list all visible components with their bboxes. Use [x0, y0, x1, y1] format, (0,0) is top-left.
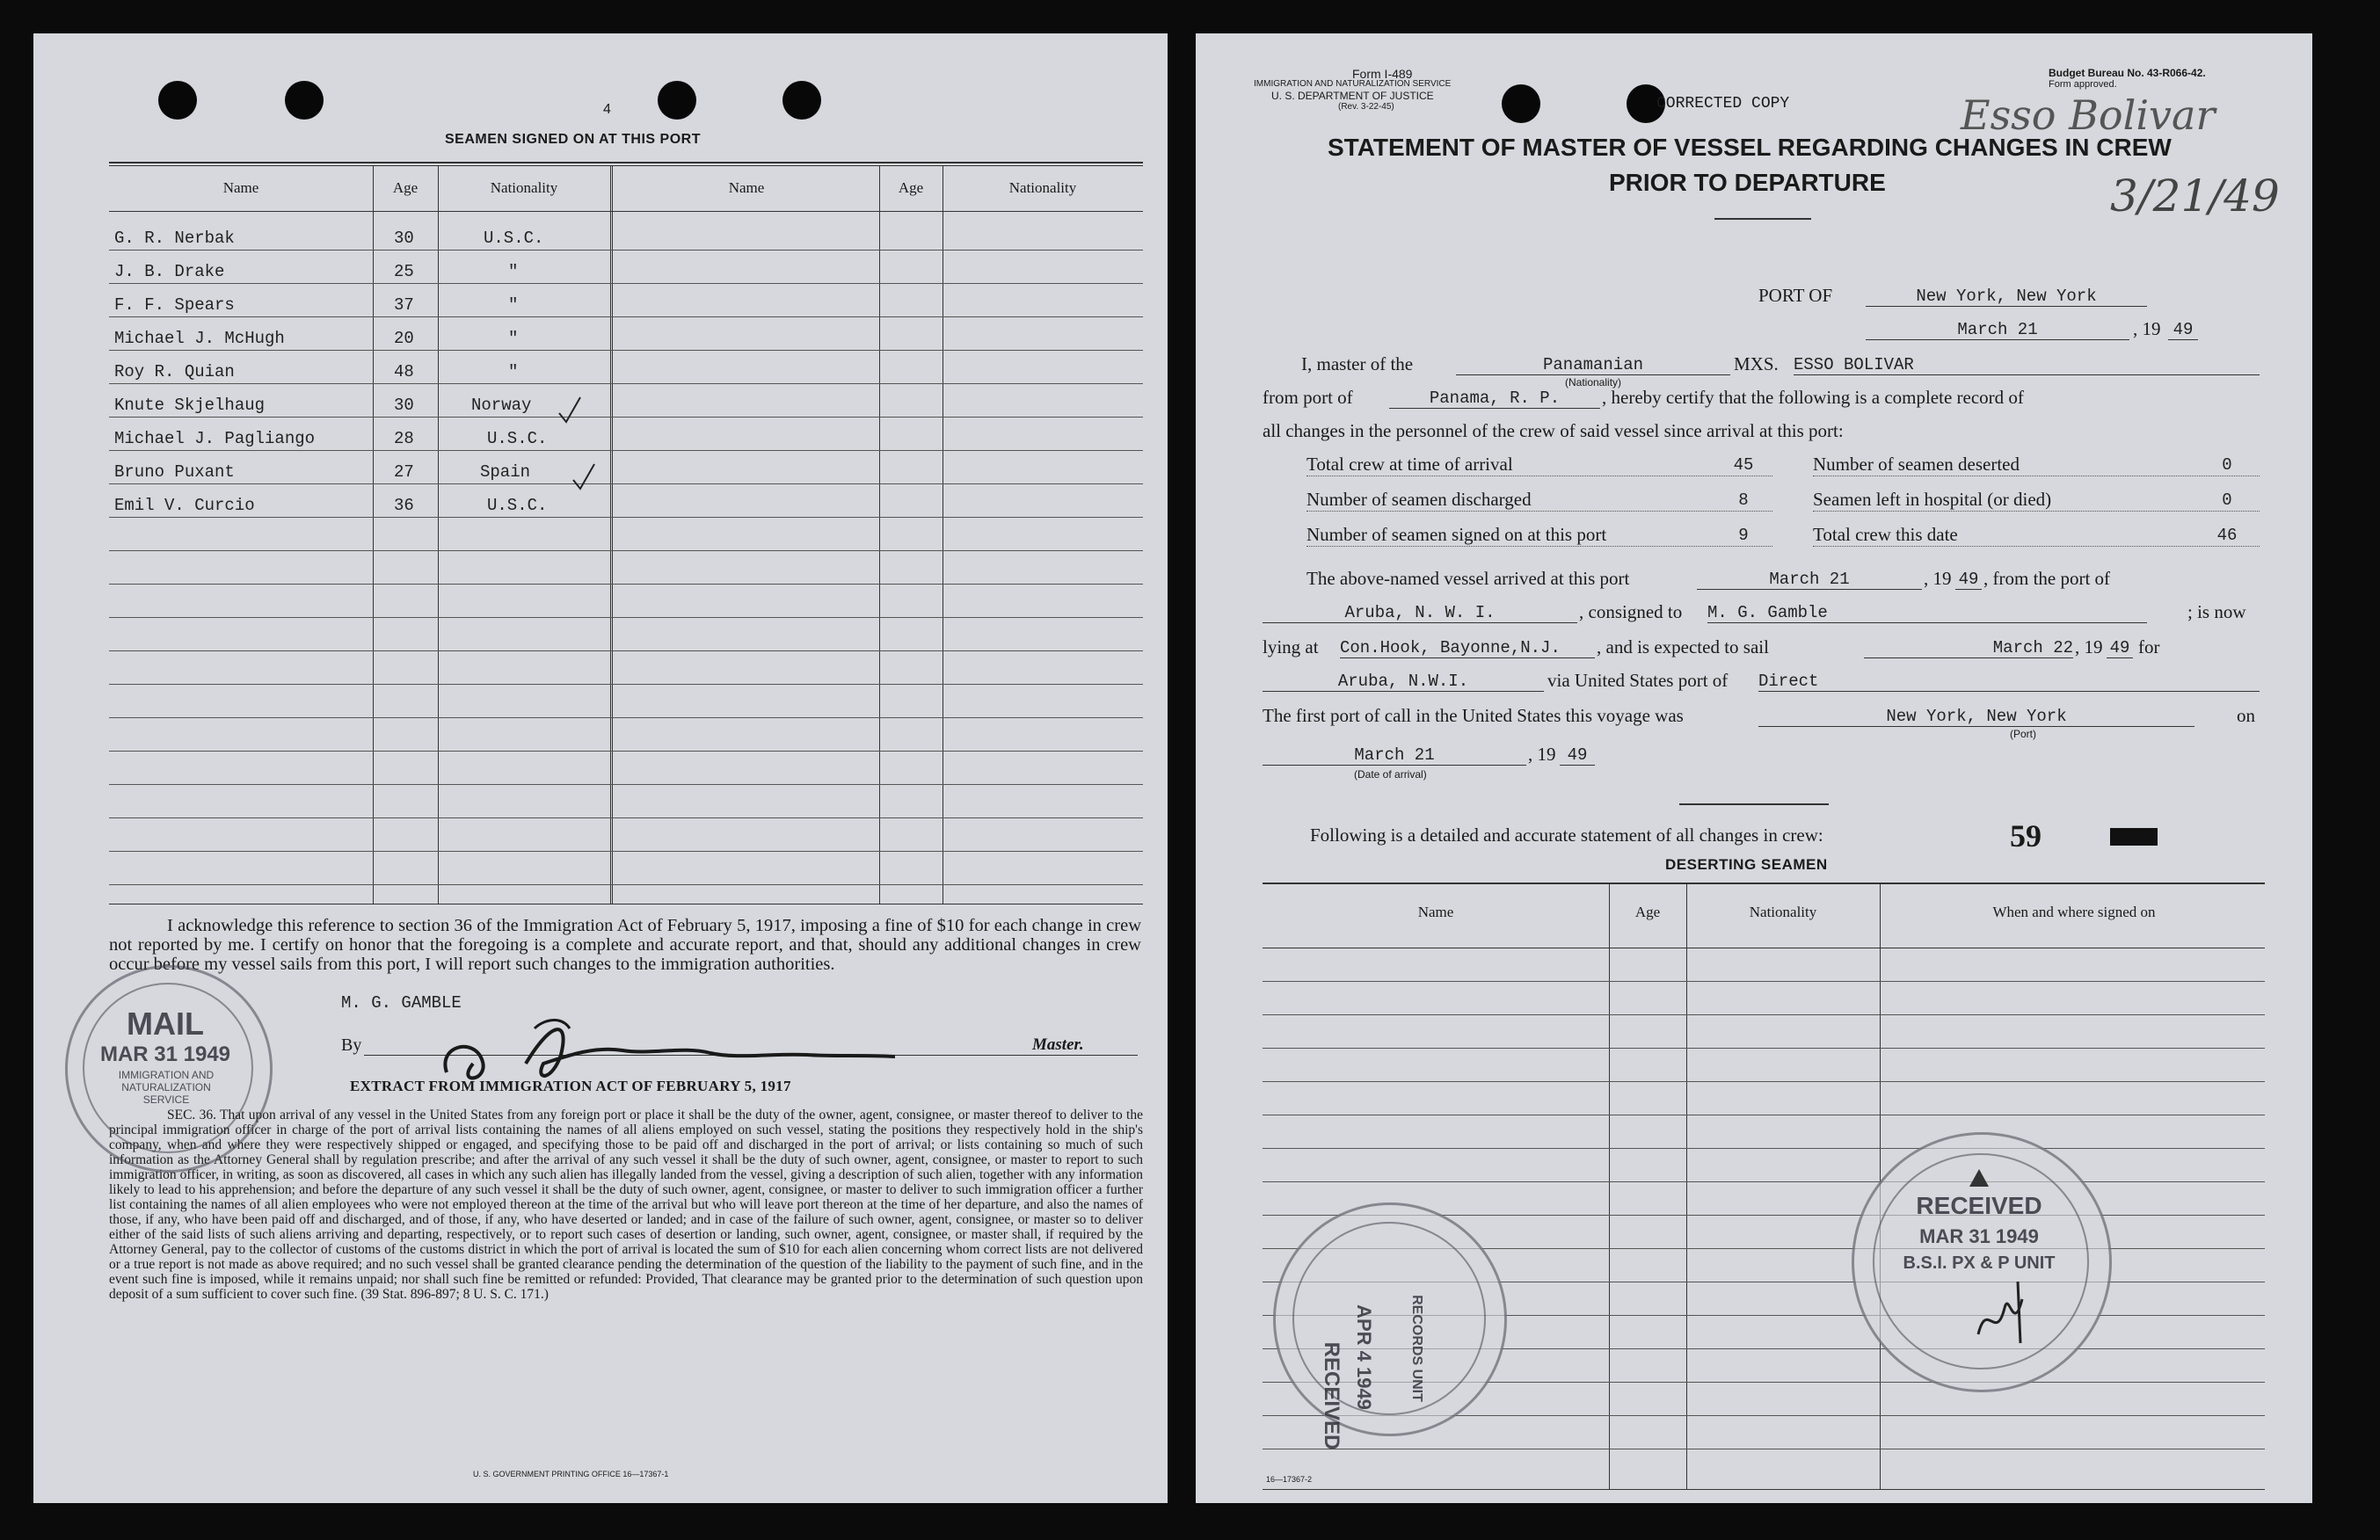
- mail-stamp-line3: IMMIGRATION AND NATURALIZATION SERVICE: [118, 1069, 215, 1106]
- seaman-name: Knute Skjelhaug: [114, 396, 266, 415]
- punch-hole: [1502, 84, 1540, 123]
- seaman-age: 37: [394, 295, 414, 315]
- from-the-port-label: , from the port of: [1983, 568, 2111, 589]
- from-port-2: Aruba, N. W. I.: [1263, 603, 1577, 623]
- seaman-name: J. B. Drake: [114, 262, 225, 281]
- check-mark-icon: [571, 462, 598, 492]
- port-value: New York, New York: [1866, 287, 2147, 307]
- first-port-label: The first port of call in the United States this voyage was: [1263, 705, 1684, 726]
- first-port-value: New York, New York: [1758, 707, 2194, 727]
- agent-name: M. G. GAMBLE: [341, 993, 462, 1013]
- stat-left-value: 9: [1738, 526, 1749, 545]
- seaman-age: 30: [394, 229, 414, 248]
- acknowledgement-text: I acknowledge this reference to section 36 of the Immigration Act of February 5, 1917, imposing a fine of $10 for each change in crew not reported by me. I certify on honor that the foregoing is a complete and accurate report, and that, should any additional changes in crew occur before my vessel sails from this port, I will report such changes to the immigration authorities.: [109, 916, 1141, 974]
- extract-title: EXTRACT FROM IMMIGRATION ACT OF FEBRUARY 5, 1917: [350, 1078, 791, 1094]
- col-name-header: Name: [222, 179, 259, 196]
- seaman-nationality: ": [508, 295, 519, 315]
- via-label: via United States port of: [1547, 670, 1729, 691]
- form-title-line1: STATEMENT OF MASTER OF VESSEL REGARDING CHANGES IN CREW: [1328, 134, 2172, 161]
- seaman-name: Emil V. Curcio: [114, 496, 255, 515]
- table-top-rule: [109, 162, 1143, 163]
- received-stamp-unit-line3: B.S.I. PX & P UNIT: [1903, 1253, 2056, 1273]
- stat-left-value: 45: [1733, 455, 1754, 475]
- nationality-caption: (Nationality): [1565, 376, 1622, 389]
- stat-right-value: 0: [2222, 490, 2232, 510]
- received-stamp-records-line1: RECEIVED: [1320, 1341, 1343, 1450]
- certify-text-2: all changes in the personnel of the crew of said vessel since arrival at this port:: [1263, 420, 1844, 441]
- row-rule: [109, 283, 1143, 284]
- section-title: SEAMEN SIGNED ON AT THIS PORT: [445, 132, 701, 147]
- stat-right-label: Number of seamen deserted: [1813, 454, 2260, 476]
- master-label: Master.: [1032, 1035, 1084, 1054]
- date-value: March 21: [1866, 320, 2129, 340]
- table-header-rule: [109, 211, 1143, 212]
- form-revision: (Rev. 3-22-45): [1338, 102, 1394, 112]
- vessel-nationality: Panamanian: [1456, 355, 1730, 375]
- first-year-prefix: , 19: [1528, 744, 1556, 765]
- deserting-row-rule: [1263, 1014, 2265, 1015]
- sail-year-prefix: , 19: [2075, 636, 2103, 657]
- left-page: [33, 33, 1168, 1503]
- deserting-row-rule: [1263, 981, 2265, 982]
- deserting-top-rule: [1263, 883, 2265, 884]
- row-rule: [109, 250, 1143, 251]
- expected-label: , and is expected to sail: [1597, 636, 1769, 657]
- seaman-name: Bruno Puxant: [114, 462, 235, 482]
- seaman-name: G. R. Nerbak: [114, 229, 235, 248]
- deserting-row-rule: [1263, 1048, 2265, 1049]
- row-rule: [109, 617, 1143, 618]
- vessel-prefix: MXS.: [1734, 353, 1779, 374]
- deserting-col-divider: [1686, 883, 1687, 1489]
- punch-hole: [285, 81, 324, 120]
- by-label: By: [341, 1035, 362, 1055]
- row-rule: [109, 383, 1143, 384]
- table-top-rule-2: [109, 165, 1143, 166]
- first-year: 49: [1560, 745, 1595, 766]
- via-value: Direct: [1758, 672, 2260, 692]
- big-number: 59: [2010, 818, 2042, 854]
- stat-right-label: Seamen left in hospital (or died): [1813, 489, 2260, 512]
- deserting-bottom-rule: [1263, 1489, 2265, 1490]
- form-title-line2: PRIOR TO DEPARTURE: [1609, 169, 1886, 196]
- stat-left-label: Total crew at time of arrival: [1306, 454, 1772, 476]
- date-year: 49: [2168, 320, 2198, 340]
- col-divider: [438, 165, 439, 904]
- seaman-age: 27: [394, 462, 414, 482]
- deserting-col-signed-on: When and where signed on: [1992, 904, 2156, 920]
- page-number: 4: [603, 102, 611, 117]
- seaman-nationality: U.S.C.: [484, 229, 544, 248]
- row-rule: [109, 584, 1143, 585]
- from-port-value: Panama, R. P.: [1389, 389, 1600, 409]
- following-text: Following is a detailed and accurate statement of all changes in crew:: [1310, 824, 1823, 846]
- seaman-nationality: Norway: [471, 396, 532, 415]
- stat-right-value: 0: [2222, 455, 2232, 475]
- initials-signature-icon: [1969, 1273, 2040, 1352]
- lying-at-value: Con.Hook, Bayonne,N.J.: [1340, 638, 1595, 658]
- title-underline: [1714, 218, 1811, 220]
- row-rule: [109, 684, 1143, 685]
- row-rule: [109, 817, 1143, 818]
- row-rule: [109, 517, 1143, 518]
- first-arrival-date: March 21: [1263, 745, 1526, 766]
- row-rule: [109, 851, 1143, 852]
- for-label: for: [2138, 636, 2160, 657]
- vessel-name: ESSO BOLIVAR: [1794, 355, 2260, 375]
- received-stamp-unit-line1: RECEIVED: [1916, 1192, 2042, 1219]
- row-rule: [109, 784, 1143, 785]
- stat-left-label: Number of seamen signed on at this port: [1306, 524, 1772, 547]
- handwritten-date: 3/21/49: [2110, 171, 2280, 222]
- deserting-row-rule: [1263, 1181, 2265, 1182]
- extract-text: SEC. 36. That upon arrival of any vessel in the United States from any foreign port or place it shall be the duty of the owner, agent, consignee, or master thereof to deliver to the principal immigration officer in charge of the port of arrival lists containing the names of all aliens employed on such vessel, stating the positions they respectively hold in the ship's company, when and where they were respectively shipped or engaged, and specifying those to be paid off and discharged in the port of arrival; or lists containing so much of such information as the Attorney General shall by regulation prescribe; and after the arrival of any such vessel it shall be the duty of such owner, agent, consignee, or master to report to such immigration officer, in writing, as soon as discovered, all cases in which any such alien has illegally landed from the vessel, giving a description of such alien, together with any information likely to lead to his apprehension; and before the departure of any such vessel it shall be the duty of such owner, agent, consignee, or master to deliver to such immigration officer a further list containing the names of all alien employees who were not employed thereon at the time of the arrival but who will leave port thereon at the time of her departure, and also the names of those, if any, who have been paid off and discharged, and of those, if any, who have deserted or landed; and in case of the failure of such owner, agent, consignee, or master so to deliver either of the said lists of such aliens arriving and departing, respectively, or to report such cases of desertion or landing, such owner, agent, consignee, or master shall, if required by the Attorney General, pay to the collector of customs of the customs district in which the port of arrival is located the sum of $10 for each alien concerning whom correct lists are not delivered or a true report is not made as above required; and no such vessel shall be granted clearance pending the determination of the question of the liability to the payment of such fine, and in the event such fine is imposed, while it remains unpaid; nor shall such fine be remitted or refunded: Provided, That clearance may be granted prior to the determination of such question upon deposit of a sum sufficient to cover such fine. (39 Stat. 896-897; 8 U. S. C. 171.): [109, 1108, 1143, 1302]
- mail-stamp-line1: MAIL: [127, 1006, 204, 1042]
- row-rule: [109, 417, 1143, 418]
- destination: Aruba, N.W.I.: [1263, 672, 1544, 692]
- punch-hole: [158, 81, 197, 120]
- seaman-nationality: ": [508, 362, 519, 381]
- check-mark-icon: [557, 396, 584, 425]
- sail-date: March 22: [1864, 638, 2073, 658]
- arrived-label: The above-named vessel arrived at this port: [1306, 568, 1630, 589]
- seaman-nationality: U.S.C.: [487, 429, 548, 448]
- mail-stamp-date: MAR 31 1949: [99, 1042, 231, 1066]
- row-rule: [109, 316, 1143, 317]
- sail-year: 49: [2107, 638, 2133, 658]
- arrived-year: 49: [1955, 570, 1982, 590]
- seaman-age: 36: [394, 496, 414, 515]
- deserting-col-divider: [1609, 883, 1610, 1489]
- seaman-age: 30: [394, 396, 414, 415]
- row-rule: [109, 884, 1143, 885]
- is-now-label: ; is now: [2187, 601, 2246, 622]
- date-year-prefix: , 19: [2133, 318, 2161, 339]
- stat-right-label: Total crew this date: [1813, 524, 2260, 547]
- form-approved: Form approved.: [2049, 79, 2117, 90]
- stat-left-value: 8: [1738, 490, 1749, 510]
- col-nationality-header-2: Nationality: [1008, 179, 1077, 196]
- col-divider-center: [610, 165, 613, 904]
- punch-hole: [658, 81, 696, 120]
- col-divider: [879, 165, 880, 904]
- port-label: PORT OF: [1758, 285, 1833, 306]
- col-age-header: Age: [392, 179, 419, 196]
- redaction-mark: [2110, 828, 2158, 846]
- date-arrival-caption: (Date of arrival): [1354, 768, 1427, 781]
- seaman-name: F. F. Spears: [114, 295, 235, 315]
- budget-number: Budget Bureau No. 43-R066-42.: [2049, 67, 2206, 79]
- col-name-header-2: Name: [728, 179, 765, 196]
- deserting-title: DESERTING SEAMEN: [1665, 856, 1828, 873]
- seaman-nationality: ": [508, 262, 519, 281]
- seaman-nationality: ": [508, 329, 519, 348]
- triangle-arrow-icon: [1968, 1167, 1991, 1188]
- handwritten-vessel: Esso Bolivar: [1961, 91, 2216, 139]
- arrived-date: March 21: [1697, 570, 1922, 590]
- printer-line: U. S. GOVERNMENT PRINTING OFFICE 16—17367-1: [473, 1470, 669, 1478]
- arrived-year-prefix: , 19: [1924, 568, 1952, 589]
- deserting-col-age: Age: [1634, 904, 1661, 920]
- stat-right-value: 46: [2216, 526, 2238, 545]
- punch-hole: [782, 81, 821, 120]
- seaman-age: 20: [394, 329, 414, 348]
- from-port-label: from port of: [1263, 387, 1353, 408]
- seaman-name: Roy R. Quian: [114, 362, 235, 381]
- corrected-copy: CORRECTED COPY: [1656, 95, 1790, 113]
- seaman-name: Michael J. Pagliango: [114, 429, 316, 448]
- row-rule: [109, 550, 1143, 551]
- form-id: Form I-489: [1352, 67, 1413, 81]
- seaman-age: 25: [394, 262, 414, 281]
- col-age-header-2: Age: [898, 179, 924, 196]
- seaman-age: 48: [394, 362, 414, 381]
- col-nationality-header: Nationality: [490, 179, 558, 196]
- on-label: on: [2237, 705, 2255, 726]
- port-caption: (Port): [2010, 728, 2036, 740]
- received-stamp-records-unit: RECORDS UNIT: [1409, 1295, 1424, 1402]
- received-stamp-unit-date: MAR 31 1949: [1919, 1225, 2039, 1247]
- seaman-age: 28: [394, 429, 414, 448]
- right-page: [1196, 33, 2312, 1503]
- seaman-nationality: U.S.C.: [487, 496, 548, 515]
- seaman-nationality: Spain: [480, 462, 531, 482]
- lying-at-label: lying at: [1263, 636, 1319, 657]
- col-divider: [373, 165, 374, 904]
- deserting-col-name: Name: [1417, 904, 1454, 920]
- section-divider: [1679, 803, 1829, 805]
- deserting-row-rule: [1263, 1148, 2265, 1149]
- row-rule: [109, 450, 1143, 451]
- consigned-label: , consigned to: [1579, 601, 1683, 622]
- received-stamp-records-date: APR 4 1949: [1353, 1304, 1375, 1410]
- certify-text: , hereby certify that the following is a complete record of: [1602, 387, 2024, 408]
- row-rule: [109, 751, 1143, 752]
- stat-left-label: Number of seamen discharged: [1306, 489, 1772, 512]
- deserting-row-rule: [1263, 1081, 2265, 1082]
- deserting-col-nationality: Nationality: [1749, 904, 1817, 920]
- row-rule: [109, 717, 1143, 718]
- consignee: M. G. Gamble: [1707, 603, 2147, 623]
- row-rule: [109, 650, 1143, 651]
- agency-line1: IMMIGRATION AND NATURALIZATION SERVICE: [1254, 79, 1452, 89]
- row-rule: [109, 483, 1143, 484]
- seaman-name: Michael J. McHugh: [114, 329, 285, 348]
- row-rule: [109, 350, 1143, 351]
- agency-line2: U. S. DEPARTMENT OF JUSTICE: [1271, 90, 1434, 102]
- printer-line-right: 16—17367-2: [1266, 1475, 1313, 1484]
- master-of-label: I, master of the: [1301, 353, 1414, 374]
